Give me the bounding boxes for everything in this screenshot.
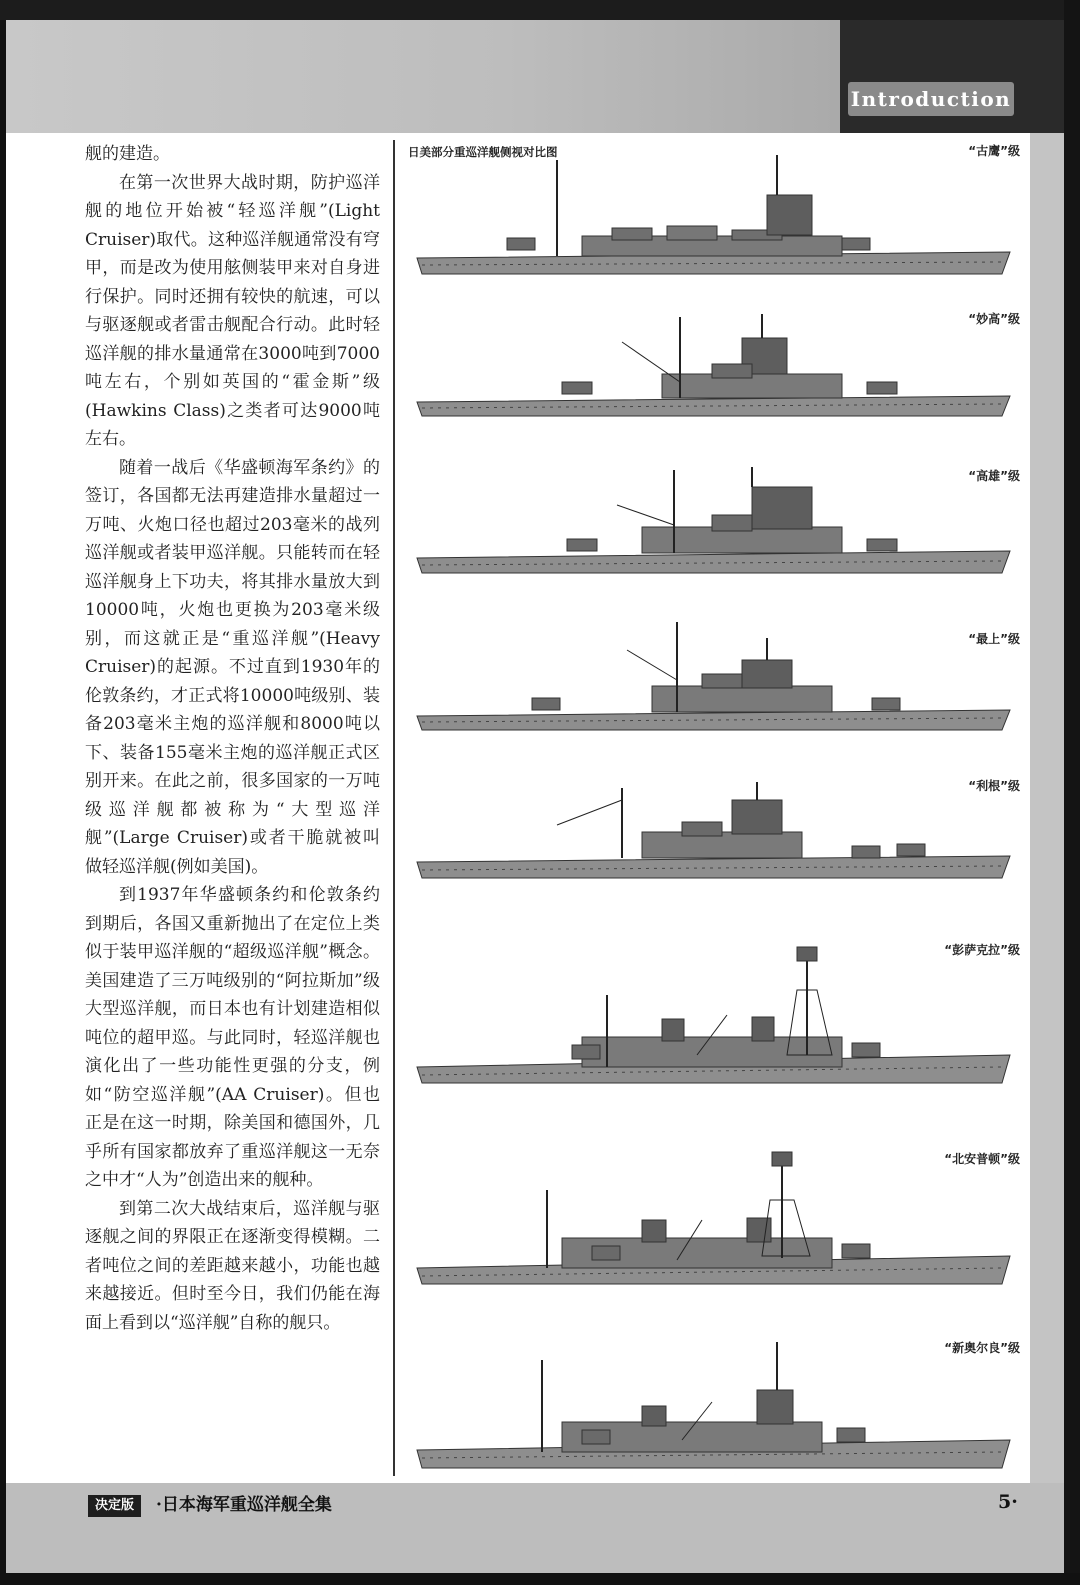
- paragraph: 舰的建造。: [85, 144, 170, 164]
- ship-drawing-new-orleans: [412, 1340, 1022, 1475]
- ship-drawing-myoko: [412, 312, 1022, 422]
- ship-label-myoko: “妙高”级: [968, 312, 1020, 326]
- column-divider: [393, 140, 395, 1476]
- bottom-border: [0, 1573, 1080, 1585]
- ship-label-tone: “利根”级: [968, 779, 1020, 793]
- book-title: ·日本海军重巡洋舰全集: [156, 1495, 332, 1515]
- paragraph: 随着一战后《华盛顿海军条约》的签订，各国都无法再建造排水量超过一万吨、火炮口径也超过203毫米的战列巡洋舰或者装甲巡洋舰。只能转而在轻巡洋舰身上下功夫，将其排水量放大到10000吨，火炮也更换为203毫米级别，而这就正是“重巡洋舰”(Heavy Cruiser)的起源。不过直到1930年的伦敦条约，才正式将10000吨级别、装备203毫米主炮的巡洋舰和8000吨以下、装备155毫米主炮的巡洋舰正式区别开来。在此之前，很多国家的一万吨级巡洋舰都被称为“大型巡洋舰”(Large Cruiser)或者干脆就被叫做轻巡洋舰(例如美国)。: [85, 457, 380, 877]
- ship-drawing-tone: [412, 780, 1022, 885]
- page-number: 5·: [998, 1491, 1018, 1513]
- paragraph: 在第一次世界大战时期，防护巡洋舰的地位开始被“轻巡洋舰”(Light Cruiser)取代。这种巡洋舰通常没有穹甲，而是改为使用舷侧装甲来对自身进行保护。同时还拥有较快的航速，可以与驱逐舰或者雷击舰配合行动。此时轻巡洋舰的排水量通常在3000吨到7000吨左右，个别如英国的“霍金斯”级(Hawkins Class)之类者可达9000吨左右。: [85, 172, 380, 449]
- ship-drawing-pensacola: [412, 945, 1022, 1090]
- top-border: [0, 0, 1080, 20]
- paragraph: 到第二次大战结束后，巡洋舰与驱逐舰之间的界限正在逐渐变得模糊。二者吨位之间的差距越来越小，功能也越来越接近。但时至今日，我们仍能在海面上看到以“巡洋舰”自称的舰只。: [85, 1198, 380, 1333]
- section-tab: Introduction: [848, 82, 1014, 116]
- left-border: [0, 20, 6, 1585]
- ship-drawing-takao: [412, 465, 1022, 580]
- header-band: [6, 20, 840, 133]
- body-text-column: [85, 140, 380, 1337]
- right-border: [1064, 0, 1080, 1585]
- right-margin-band: [1030, 133, 1064, 1483]
- edition-badge: 决定版: [88, 1495, 141, 1517]
- ship-label-new-orleans: “新奥尔良”级: [944, 1341, 1020, 1355]
- figure-caption: 日美部分重巡洋舰侧视对比图: [408, 145, 558, 159]
- ship-label-takao: “高雄”级: [968, 469, 1020, 483]
- header-dark-block: [840, 20, 1080, 133]
- ship-label-northampton: “北安普顿”级: [944, 1152, 1020, 1166]
- ship-label-furutaka: “古鹰”级: [968, 144, 1020, 158]
- paragraph: 到1937年华盛顿条约和伦敦条约到期后，各国又重新抛出了在定位上类似于装甲巡洋舰的“超级巡洋舰”概念。美国建造了三万吨级别的“阿拉斯加”级大型巡洋舰，而日本也有计划建造相似吨位的超甲巡。与此同时，轻巡洋舰也演化出了一些功能性更强的分支，例如“防空巡洋舰”(AA Cruiser)。但也正是在这一时期，除美国和德国外，几乎所有国家都放弃了重巡洋舰这一无奈之中才“人为”创造出来的舰种。: [85, 885, 380, 1190]
- ship-label-mogami: “最上”级: [968, 632, 1020, 646]
- ship-drawing-furutaka: [412, 150, 1022, 280]
- ship-label-pensacola: “彭萨克拉”级: [944, 943, 1020, 957]
- ship-drawing-northampton: [412, 1150, 1022, 1290]
- ship-drawing-mogami: [412, 620, 1022, 735]
